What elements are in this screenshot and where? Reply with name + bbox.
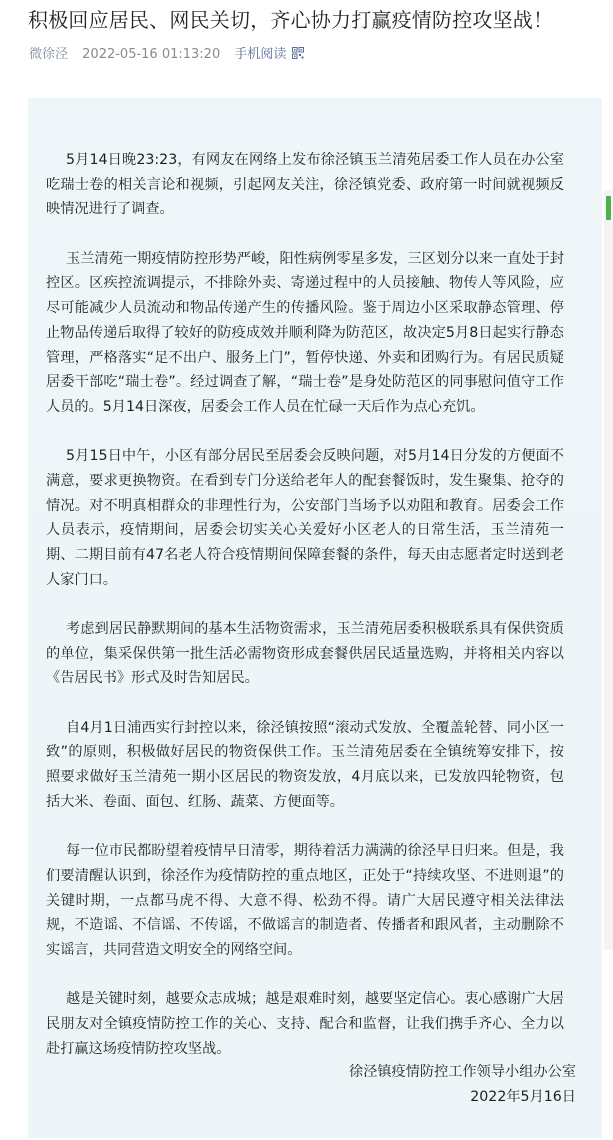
- side-green-marker: [606, 196, 611, 220]
- publish-date: 2022-05-16 01:13:20: [82, 47, 221, 62]
- article-paragraph: 越是关键时刻，越要众志成城；越是艰难时刻，越要坚定信心。衷心感谢广大居民朋友对全镇疫情防控工作的关心、支持、配合和监督，让我们携手齐心、全力以赴打赢这场疫情防控攻坚战。: [46, 991, 564, 1057]
- read-on-phone-link[interactable]: [234, 47, 303, 62]
- side-scrollbar[interactable]: [604, 190, 613, 950]
- signature-block: [349, 1060, 576, 1110]
- author-link[interactable]: 微徐泾: [29, 47, 69, 62]
- article-paragraph: 5月14日晚23:23，有网友在网络上发布徐泾镇玉兰清苑居委工作人员在办公室吃瑞士卷的相关言论和视频，引起网友关注，徐泾镇党委、政府第一时间就视频反映情况进行了调查。: [46, 152, 564, 218]
- article-body: [46, 148, 564, 1086]
- article-paragraph: 5月15日中午，小区有部分居民至居委会反映问题，对5月14日分发的方便面不满意，要求更换物资。在看到专门分送给老年人的配套餐饭时，发生聚集、抢夺的情况。对不明真相群众的非理性行为，公安部门当场予以劝阻和教育。居委会工作人员表示，疫情期间，居委会切实关心关爱好小区老人的日常生活，玉兰清苑一期、二期目前有47名老人符合疫情期间保障套餐的条件，每天由志愿者定时送到老人家门口。: [46, 448, 564, 588]
- qr-code-icon: [292, 47, 304, 59]
- article-meta: [29, 45, 304, 65]
- read-on-phone-label: 手机阅读: [234, 47, 287, 62]
- article-paragraph: 玉兰清苑一期疫情防控形势严峻，阳性病例零星多发，三区划分以来一直处于封控区。区疾控流调提示，不排除外卖、寄递过程中的人员接触、物传人等风险，应尽可能减少人员流动和物品传递产生的传播风险。鉴于周边小区采取静态管理、停止物品传递后取得了较好的防疫成效并顺利降为防范区，故决定5月8日起实行静态管理，严格落实“足不出户、服务上门”，暂停快递、外卖和团购行为。有居民质疑居委干部吃“瑞士卷”。经过调查了解，“瑞士卷”是身处防范区的同事慰问值守工作人员的。5月14日深夜，居委会工作人员在忙碌一天后作为点心充饥。: [46, 250, 564, 415]
- signature-date: 2022年5月16日: [470, 1089, 576, 1105]
- article-paragraph: 考虑到居民静默期间的基本生活物资需求，玉兰清苑居委积极联系具有保供资质的单位，集采保供第一批生活必需物资形成套餐供居民适量选购，并将相关内容以《告居民书》形式及时告知居民。: [46, 621, 564, 687]
- signature-org: 徐泾镇疫情防控工作领导小组办公室: [348, 1064, 576, 1080]
- article-paragraph: 自4月1日浦西实行封控以来，徐泾镇按照“滚动式发放、全覆盖轮替、同小区一致”的原则，积极做好居民的物资保供工作。玉兰清苑居委在全镇统筹安排下，按照要求做好玉兰清苑一期小区居民的物资发放，4月底以来，已发放四轮物资，包括大米、卷面、面包、红肠、蔬菜、方便面等。: [46, 719, 564, 810]
- article-title: 积极回应居民、网民关切，齐心协力打赢疫情防控攻坚战！: [28, 8, 554, 32]
- article-paragraph: 每一位市民都盼望着疫情早日清零，期待着活力满满的徐泾早日归来。但是，我们要清醒认识到，徐泾作为疫情防控的重点地区，正处于“持续攻坚、不进则退”的关键时期，一点都马虎不得、大意不得、松劲不得。请广大居民遵守相关法律法规，不造谣、不信谣、不传谣，不做谣言的制造者、传播者和跟风者，主动删除不实谣言，共同营造文明安全的网络空间。: [46, 843, 564, 958]
